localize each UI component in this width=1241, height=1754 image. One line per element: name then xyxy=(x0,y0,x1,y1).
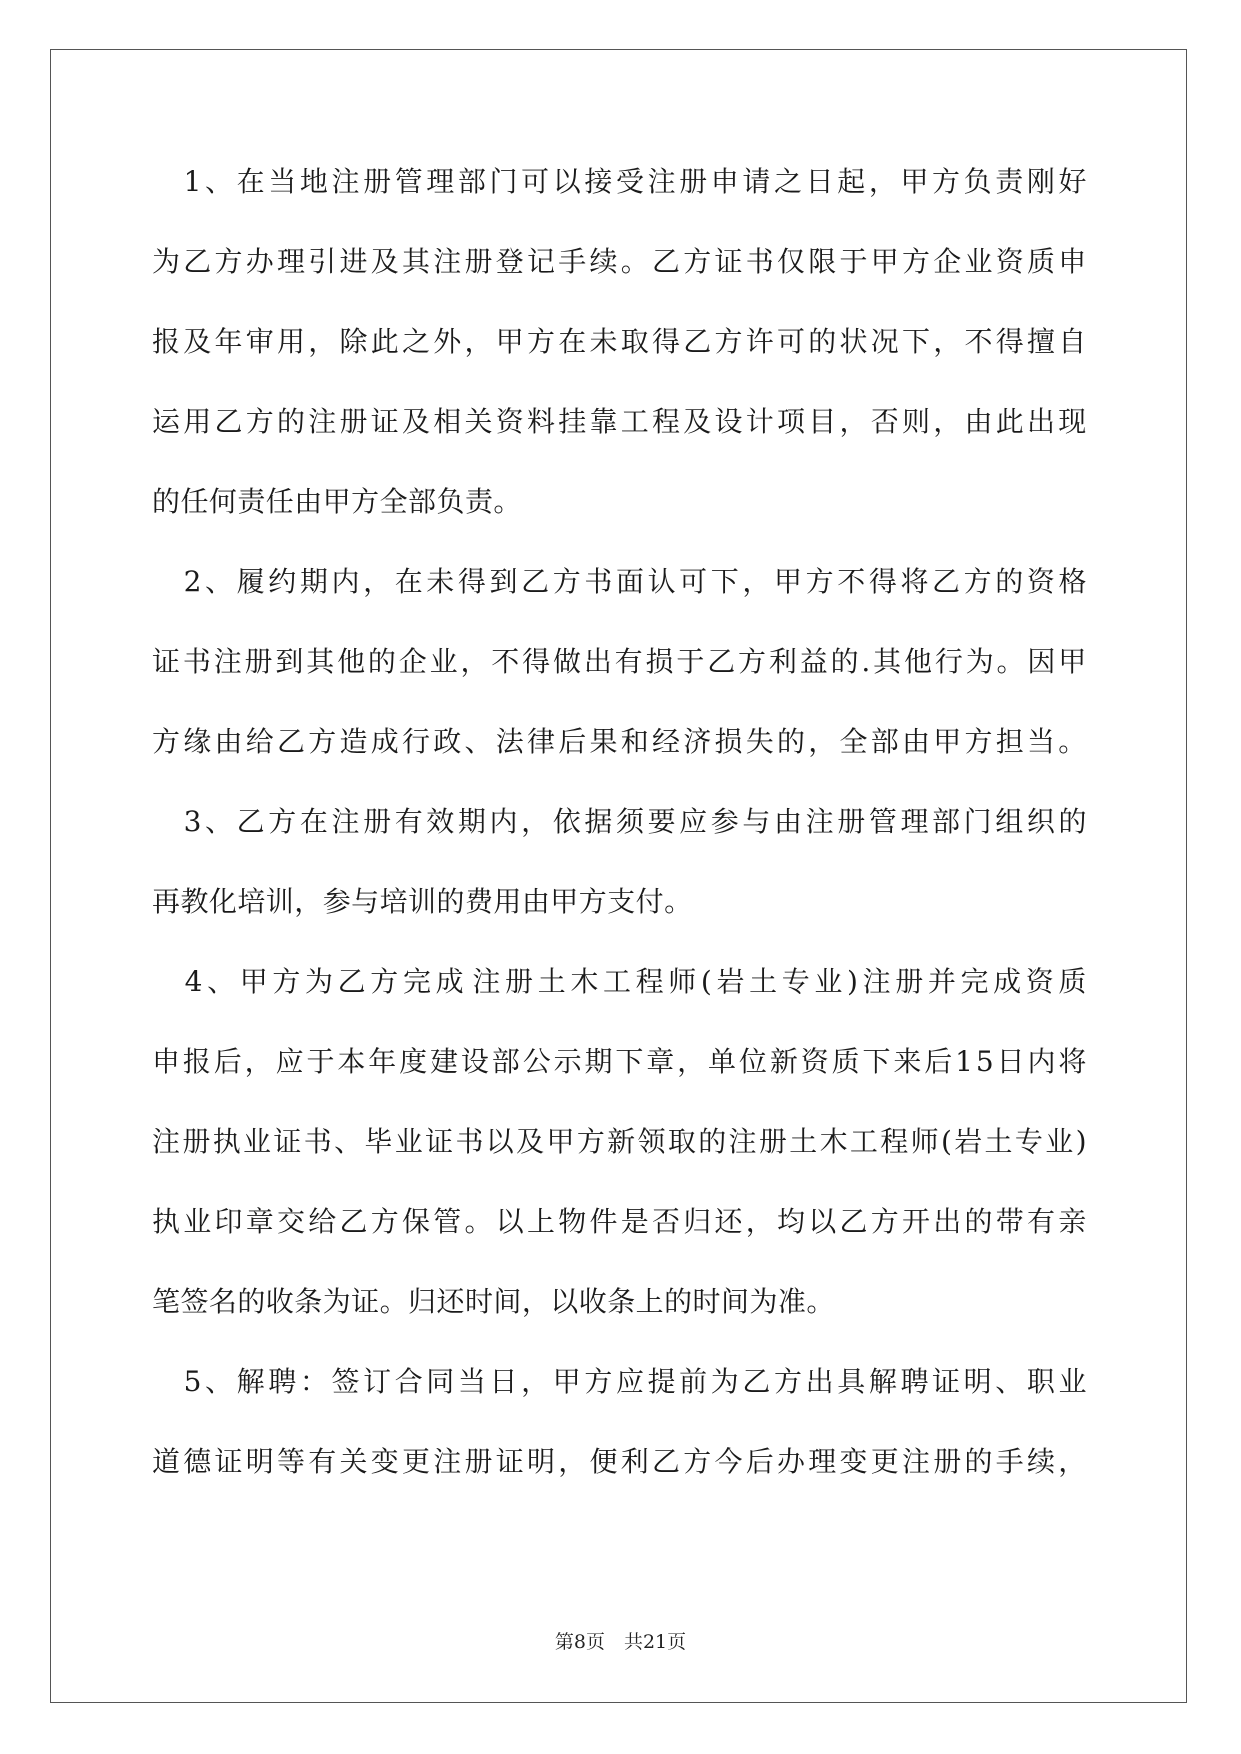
text-line: 运 用 乙 方 的 注 册 证 及 相 关 资 料 挂 靠 工 程 及 设 计 项 目 ， 否 则 ， 由 此 出 现 xyxy=(152,405,1087,438)
text-line: 的任何责任由甲方全部负责。 xyxy=(152,485,522,518)
text-line: 5 、 解 聘 ： 签 订 合 同 当 日 ， 甲 方 应 提 前 为 乙 方 出 具 解 聘 证 明 、 职 业 xyxy=(183,1365,1087,1398)
text-line: 2 、 履 约 期 内 ， 在 未 得 到 乙 方 书 面 认 可 下 ， 甲 方 不 得 将 乙 方 的 资 格 xyxy=(183,565,1087,598)
text-line: 证 书 注 册 到 其 他 的 企 业 ， 不 得 做 出 有 损 于 乙 方 利 益 的 . 其 他 行 为 。 因 甲 xyxy=(152,645,1087,678)
text-line: 道 德 证 明 等 有 关 变 更 注 册 证 明 ， 便 利 乙 方 今 后 办 理 变 更 注 册 的 手 续 ， xyxy=(152,1445,1087,1478)
text-line: 为 乙 方 办 理 引 进 及 其 注 册 登 记 手 续 。 乙 方 证 书 仅 限 于 甲 方 企 业 资 质 申 xyxy=(152,245,1087,278)
text-line: 4 、 甲 方 为 乙 方 完 成 注 册 土 木 工 程 师 ( 岩 土 专 业 ) 注 册 并 完 成 资 质 xyxy=(184,965,1087,998)
text-line: 1 、 在 当 地 注 册 管 理 部 门 可 以 接 受 注 册 申 请 之 日 起 ， 甲 方 负 责 刚 好 xyxy=(183,165,1087,198)
document-body xyxy=(152,162,1087,1522)
text-line: 再教化培训，参与培训的费用由甲方支付。 xyxy=(152,885,693,918)
page-number-footer xyxy=(0,1627,1241,1654)
text-line: 方 缘 由 给 乙 方 造 成 行 政 、 法 律 后 果 和 经 济 损 失 的 ， 全 部 由 甲 方 担 当 。 xyxy=(152,725,1087,758)
text-line: 注 册 执 业 证 书 、 毕 业 证 书 以 及 甲 方 新 领 取 的 注 册 土 木 工 程 师 ( 岩 土 专 业 ) xyxy=(152,1125,1087,1158)
text-line: 3 、 乙 方 在 注 册 有 效 期 内 ， 依 据 须 要 应 参 与 由 注 册 管 理 部 门 组 织 的 xyxy=(183,805,1087,838)
text-line: 笔签名的收条为证。归还时间，以收条上的时间为准。 xyxy=(152,1285,835,1318)
text-line: 报 及 年 审 用 ， 除 此 之 外 ， 甲 方 在 未 取 得 乙 方 许 可 的 状 况 下 ， 不 得 擅 自 xyxy=(152,325,1087,358)
text-line: 申 报 后 ， 应 于 本 年 度 建 设 部 公 示 期 下 章 ， 单 位 新 资 质 下 来 后 1 5 日 内 将 xyxy=(152,1045,1087,1078)
text-line: 执 业 印 章 交 给 乙 方 保 管 。 以 上 物 件 是 否 归 还 ， 均 以 乙 方 开 出 的 带 有 亲 xyxy=(152,1205,1087,1238)
page-number-label: 第8页 共21页 xyxy=(554,1631,687,1653)
